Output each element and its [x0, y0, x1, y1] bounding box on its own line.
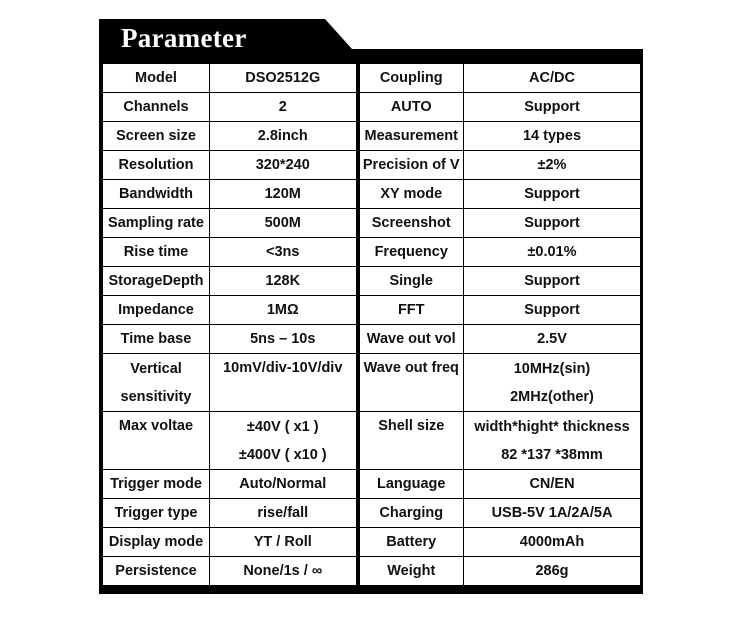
spec-label: Rise time	[103, 238, 210, 267]
spec-value: 2.5V	[464, 325, 641, 354]
table-row	[103, 354, 641, 412]
spec-label-line: Max voltae	[118, 418, 194, 434]
spec-label: StorageDepth	[103, 267, 210, 296]
spec-label: Battery	[358, 528, 464, 557]
table-row	[103, 209, 641, 238]
spec-label: Frequency	[358, 238, 464, 267]
spec-label: Display mode	[103, 528, 210, 557]
spec-value: rise/fall	[210, 499, 358, 528]
spec-label: Weight	[358, 557, 464, 586]
spec-value	[210, 412, 358, 470]
spec-label	[103, 412, 210, 470]
spec-table	[102, 63, 641, 586]
spec-label	[358, 354, 464, 412]
spec-value-line: width*hight* thickness	[474, 418, 630, 435]
spec-table-frame	[99, 57, 643, 594]
spec-value-line: 10MHz(sin)	[513, 360, 591, 377]
table-row	[103, 557, 641, 586]
spec-value	[464, 354, 641, 412]
table-row	[103, 267, 641, 296]
spec-label	[358, 412, 464, 470]
spec-value-line: ±400V ( x10 )	[238, 446, 327, 463]
spec-label: Screenshot	[358, 209, 464, 238]
spec-value: Support	[464, 180, 641, 209]
table-row	[103, 151, 641, 180]
spec-value: Support	[464, 267, 641, 296]
spec-value: 1MΩ	[210, 296, 358, 325]
spec-value-line: ±40V ( x1 )	[246, 418, 319, 435]
spec-value	[210, 354, 358, 412]
spec-value: 500M	[210, 209, 358, 238]
spec-label: Time base	[103, 325, 210, 354]
spec-label: Measurement	[358, 122, 464, 151]
spec-label: Resolution	[103, 151, 210, 180]
spec-label: Single	[358, 267, 464, 296]
spec-value: Support	[464, 209, 641, 238]
spec-value: 5ns – 10s	[210, 325, 358, 354]
parameter-header	[99, 19, 643, 57]
table-row	[103, 325, 641, 354]
spec-value-line: 10mV/div-10V/div	[223, 360, 343, 376]
spec-value: YT / Roll	[210, 528, 358, 557]
spec-value: USB-5V 1A/2A/5A	[464, 499, 641, 528]
spec-value: CN/EN	[464, 470, 641, 499]
spec-label: Charging	[358, 499, 464, 528]
table-row	[103, 238, 641, 267]
spec-label: Precision of V	[358, 151, 464, 180]
table-row	[103, 470, 641, 499]
spec-label: Language	[358, 470, 464, 499]
spec-value: AC/DC	[464, 64, 641, 93]
table-row	[103, 499, 641, 528]
spec-value: DSO2512G	[210, 64, 358, 93]
spec-value-line: 82 *137 *38mm	[501, 446, 603, 463]
spec-value: ±0.01%	[464, 238, 641, 267]
spec-label-line: sensitivity	[120, 388, 192, 405]
spec-label: Impedance	[103, 296, 210, 325]
spec-value: 14 types	[464, 122, 641, 151]
spec-label: Model	[103, 64, 210, 93]
spec-value: Auto/Normal	[210, 470, 358, 499]
spec-value: Support	[464, 296, 641, 325]
spec-value: 2.8inch	[210, 122, 358, 151]
spec-value: 120M	[210, 180, 358, 209]
spec-value: <3ns	[210, 238, 358, 267]
spec-value: ±2%	[464, 151, 641, 180]
spec-label: Sampling rate	[103, 209, 210, 238]
table-row	[103, 180, 641, 209]
spec-value: Support	[464, 93, 641, 122]
spec-value: 286g	[464, 557, 641, 586]
spec-label: Bandwidth	[103, 180, 210, 209]
spec-value: 2	[210, 93, 358, 122]
spec-value: None/1s / ∞	[210, 557, 358, 586]
spec-label: Wave out vol	[358, 325, 464, 354]
table-row	[103, 528, 641, 557]
spec-label: Persistence	[103, 557, 210, 586]
spec-value: 320*240	[210, 151, 358, 180]
spec-value-line: 2MHz(other)	[510, 388, 594, 405]
spec-label: XY mode	[358, 180, 464, 209]
spec-value	[464, 412, 641, 470]
spec-label: Trigger mode	[103, 470, 210, 499]
spec-label	[103, 354, 210, 412]
table-row	[103, 64, 641, 93]
spec-label: Trigger type	[103, 499, 210, 528]
spec-label: AUTO	[358, 93, 464, 122]
spec-value: 4000mAh	[464, 528, 641, 557]
spec-label-line: Wave out freq	[363, 360, 459, 376]
spec-label: Channels	[103, 93, 210, 122]
table-row	[103, 122, 641, 151]
table-row	[103, 412, 641, 470]
spec-label: Coupling	[358, 64, 464, 93]
table-row	[103, 296, 641, 325]
spec-value: 128K	[210, 267, 358, 296]
table-row	[103, 93, 641, 122]
header-title: Parameter	[121, 23, 247, 53]
spec-label: FFT	[358, 296, 464, 325]
spec-label: Screen size	[103, 122, 210, 151]
spec-label-line: Vertical	[130, 360, 182, 377]
spec-label-line: Shell size	[378, 418, 445, 434]
